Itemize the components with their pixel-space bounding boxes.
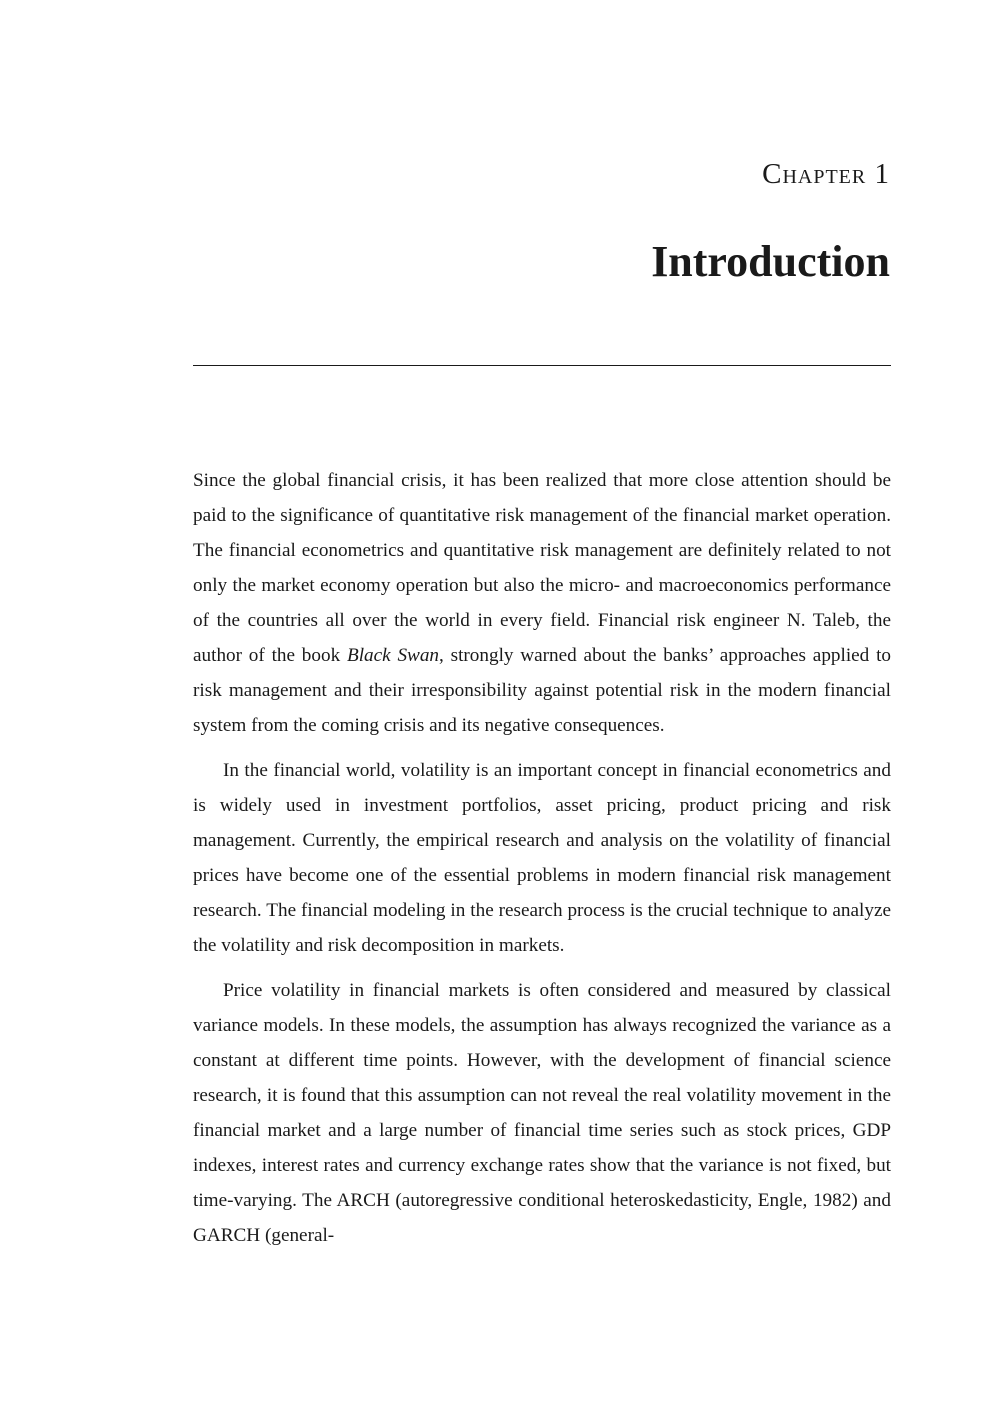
paragraph-1 (193, 463, 891, 743)
chapter-label: Chapter 1 (762, 158, 890, 190)
book-title: Black Swan (346, 645, 440, 666)
paragraph-3: Price volatility in financial markets is often considered and measured by classical variance models. In these models, the assumption has always recognized the variance as a constant at different time points. However, with the development of financial science research, it is found that this assumption can not reveal the real volatility movement in the financial market and a large number of financial time series such as stock prices, GDP indexes, interest rates and currency exchange rates show that the variance is not fixed, but time-varying. The ARCH (autoregressive conditional heteroskedasticity, Engle, 1982) and GARCH (general- (193, 980, 891, 1246)
paragraph-1-text-after: , strongly warned about the banks’ approaches applied to risk management and their irresponsibility against potential risk in the modern financial system from the coming crisis and its negative consequences. (193, 645, 891, 736)
body-text (193, 463, 891, 1263)
paragraph-1-text-before: Since the global financial crisis, it has been realized that more close attention should be paid to the significance of quantitative risk management of the financial market operation. The financial econometrics and quantitative risk management are definitely related to not only the market economy operation but also the micro- and macroeconomics performance of the countries all over the world in every field. Financial risk engineer N. Taleb, the author of the book (193, 470, 891, 666)
chapter-title: Introduction (651, 237, 890, 286)
chapter-divider (193, 365, 891, 366)
paragraph-2: In the financial world, volatility is an important concept in financial econometrics and is widely used in investment portfolios, asset pricing, product pricing and risk management. Currently, the empirical research and analysis on the volatility of financial prices have become one of the essential problems in modern financial risk management research. The financial modeling in the research process is the crucial technique to analyze the volatility and risk decomposition in markets. (193, 760, 891, 956)
